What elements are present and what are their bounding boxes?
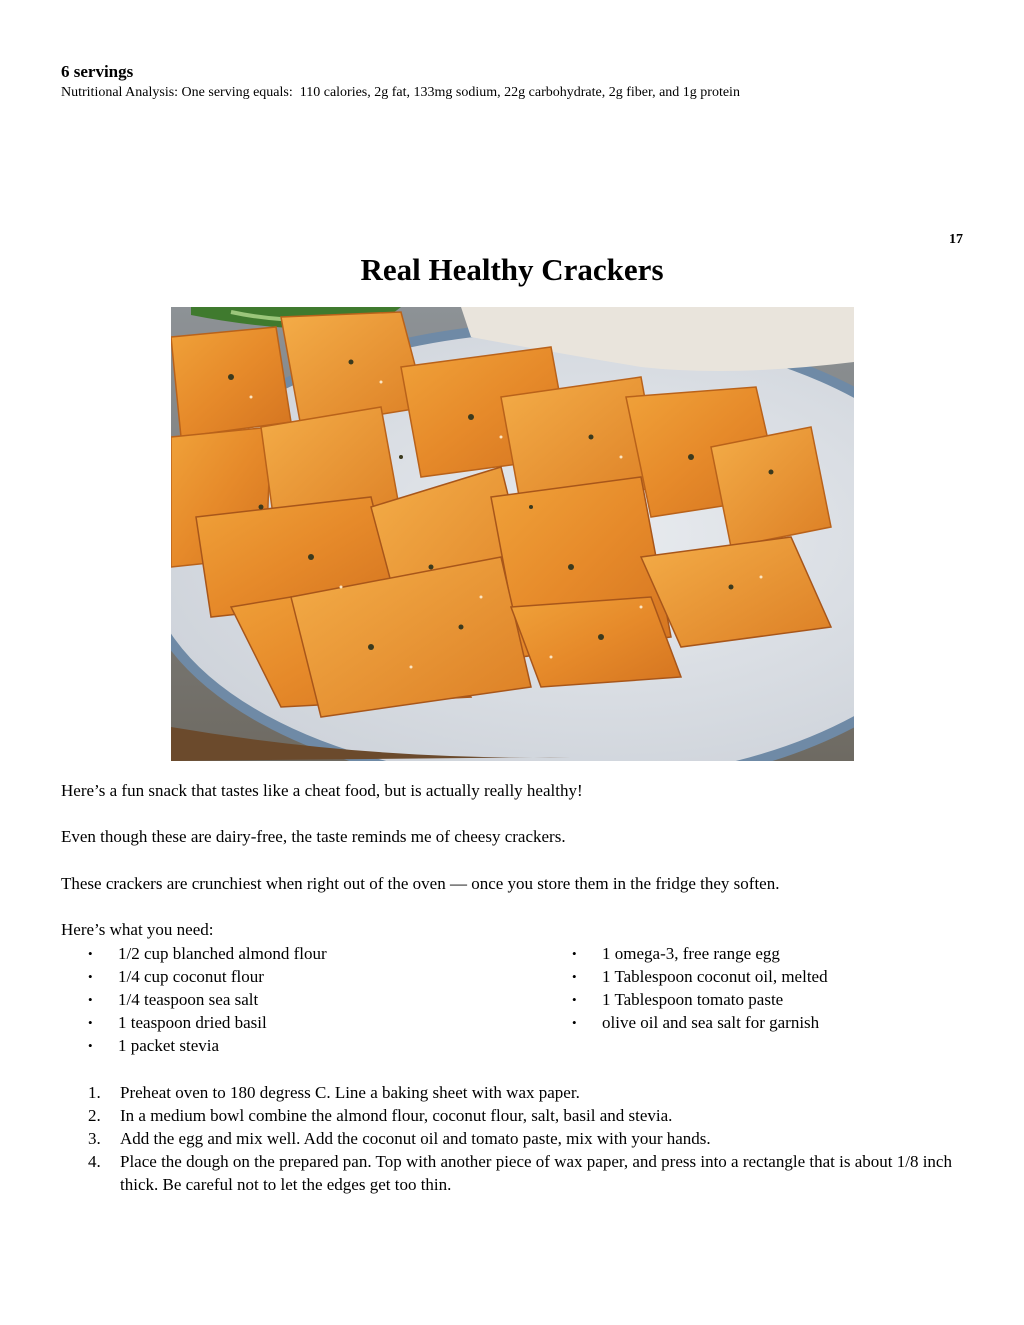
list-item: • 1 omega-3, free range egg	[572, 944, 780, 963]
step-text: Preheat oven to 180 degress C. Line a baking sheet with wax paper.	[120, 1083, 580, 1102]
list-item: • 1 teaspoon dried basil	[88, 1013, 267, 1032]
ingredients-list-left	[86, 942, 327, 1057]
instruction-step	[61, 1127, 961, 1150]
list-item: • 1/4 cup coconut flour	[88, 967, 264, 986]
ingredients-list-right	[570, 942, 828, 1034]
step-number: 1.	[88, 1083, 101, 1102]
bullet-icon: •	[88, 1015, 93, 1030]
list-item: • 1/4 teaspoon sea salt	[88, 990, 259, 1009]
servings-heading: 6 servings	[61, 62, 134, 81]
intro-paragraph-2: Even though these are dairy-free, the taste reminds me of cheesy crackers.	[61, 827, 566, 846]
recipe-title: Real Healthy Crackers	[360, 252, 664, 287]
list-item: • 1 Tablespoon coconut oil, melted	[572, 967, 828, 986]
bullet-icon: •	[572, 992, 577, 1007]
instructions-list	[61, 1081, 961, 1196]
list-item: • 1 packet stevia	[88, 1036, 220, 1055]
ingredients-label: Here’s what you need:	[61, 920, 214, 939]
instruction-step	[61, 1104, 961, 1127]
step-text: Place the dough on the prepared pan. Top with another piece of wax paper, and press into a rectangle that is about 1/8 inch thick. Be careful not to let the edges get too thin.	[120, 1152, 952, 1194]
instruction-step	[61, 1150, 961, 1196]
step-text: Add the egg and mix well. Add the coconut oil and tomato paste, mix with your hands.	[120, 1129, 711, 1148]
list-item: • 1/2 cup blanched almond flour	[88, 944, 327, 963]
bullet-icon: •	[572, 969, 577, 984]
crackers-photo	[171, 307, 854, 761]
step-number: 3.	[88, 1129, 101, 1148]
intro-paragraph-3: These crackers are crunchiest when right out of the oven — once you store them in the fridge they soften.	[61, 874, 780, 893]
bullet-icon: •	[572, 946, 577, 961]
bullet-icon: •	[572, 1015, 577, 1030]
bullet-icon: •	[88, 946, 93, 961]
list-item: • olive oil and sea salt for garnish	[572, 1013, 820, 1032]
step-number: 4.	[88, 1152, 101, 1171]
intro-paragraph-1: Here’s a fun snack that tastes like a cheat food, but is actually really healthy!	[61, 781, 583, 800]
bullet-icon: •	[88, 969, 93, 984]
list-item: • 1 Tablespoon tomato paste	[572, 990, 784, 1009]
page-number: 17	[949, 232, 963, 247]
instruction-step	[61, 1081, 961, 1104]
bullet-icon: •	[88, 1038, 93, 1053]
step-text: In a medium bowl combine the almond flour, coconut flour, salt, basil and stevia.	[120, 1106, 673, 1125]
step-number: 2.	[88, 1106, 101, 1125]
bullet-icon: •	[88, 992, 93, 1007]
nutrition-analysis: Nutritional Analysis: One serving equals: 110 calories, 2g fat, 133mg sodium, 22g carbohydrate, 2g fiber, and 1g protein	[61, 85, 740, 100]
